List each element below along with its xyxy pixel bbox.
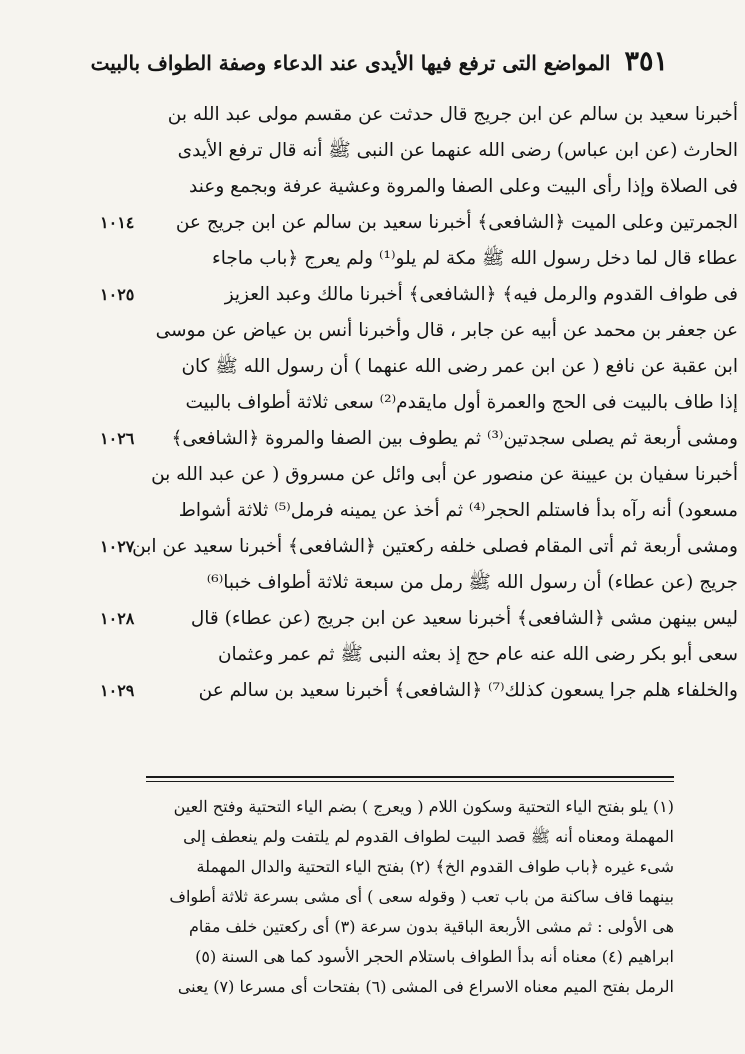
footnote-line: بينهما قاف ساكنة من باب تعب ( وقوله سعى ) أى مشى بسرعة ثلاثة أطواف	[169, 887, 674, 906]
text-line	[38, 565, 738, 601]
line-text: ومشى أربعة ثم يصلى سجدتين⁽³⁾ ثم يطوف بين الصفا والمروة ﴿الشافعى﴾	[171, 428, 738, 449]
line-text: ومشى أربعة ثم أتى المقام فصلى خلفه ركعتين ﴿الشافعى﴾ أخبرنا سعيد عن ابن	[132, 536, 738, 557]
footnote-divider	[146, 776, 674, 778]
line-text: عن جعفر بن محمد عن أبيه عن جابر ، قال وأخبرنا أنس بن عياض عن موسى	[155, 320, 738, 341]
line-text: إذا طاف بالبيت فى الحج والعمرة أول مايقدم⁽²⁾ سعى ثلاثة أطواف بالبيت	[185, 392, 738, 413]
page-number: ٣٥١	[624, 46, 668, 77]
hadith-number: ١٠٢٧	[100, 537, 135, 556]
text-line	[38, 277, 738, 313]
text-line	[38, 97, 738, 133]
text-line	[38, 385, 738, 421]
hadith-number: ١٠٢٥	[100, 285, 135, 304]
main-text	[38, 97, 738, 709]
footnote-line: الرمل بفتح الميم معناه الاسراع فى المشى (٦) بفتحات أى مسرعا (٧) يعنى	[177, 977, 674, 996]
line-text: ليس بينهن مشى ﴿الشافعى﴾ أخبرنا سعيد عن ابن جريج (عن عطاء) قال	[190, 608, 738, 629]
line-text: أخبرنا سعيد بن سالم عن ابن جريج قال حدثت عن مقسم مولى عبد الله بن	[167, 104, 738, 125]
text-line	[38, 421, 738, 457]
text-line	[38, 493, 738, 529]
text-line	[38, 205, 738, 241]
text-line	[38, 673, 738, 709]
text-line	[38, 169, 738, 205]
footnotes	[146, 792, 674, 1002]
text-line	[38, 529, 738, 565]
hadith-number: ١٠١٤	[100, 213, 135, 232]
page-header	[90, 46, 668, 77]
hadith-number: ١٠٢٨	[100, 609, 135, 628]
text-line	[38, 349, 738, 385]
line-text: ابن عقبة عن نافع ( عن ابن عمر رضى الله عنهما ) أن رسول الله ﷺ كان	[181, 356, 738, 377]
footnote-line: شىء غيره ﴿باب طواف القدوم الخ﴾ (٢) بفتح الياء التحتية والدال المهملة	[196, 857, 674, 876]
line-text: الحارث (عن ابن عباس) رضى الله عنهما عن النبى ﷺ أنه قال ترفع الأيدى	[177, 140, 738, 161]
line-text: فى طواف القدوم والرمل فيه﴾ ﴿الشافعى﴾ أخبرنا مالك وعبد العزيز	[224, 284, 738, 305]
footnote-line: (١) يلو بفتح الياء التحتية وسكون اللام ( ويعرج ) بضم الياء التحتية وفتح العين	[173, 797, 674, 816]
text-line	[38, 241, 738, 277]
line-text: سعى أبو بكر رضى الله عنه عام حج إذ بعثه النبى ﷺ ثم عمر وعثمان	[217, 644, 738, 665]
line-text: جريج (عن عطاء) أن رسول الله ﷺ رمل من سبعة ثلاثة أطواف خببا⁽⁶⁾	[206, 572, 738, 593]
line-text: والخلفاء هلم جرا يسعون كذلك⁽⁷⁾ ﴿الشافعى﴾ أخبرنا سعيد بن سالم عن	[198, 680, 738, 701]
hadith-number: ١٠٢٩	[100, 681, 135, 700]
running-title: المواضع التى ترفع فيها الأيدى عند الدعاء وصفة الطواف بالبيت	[90, 51, 611, 75]
text-line	[38, 601, 738, 637]
footnote-line: ابراهيم (٤) معناه أنه بدأ الطواف باستلام الحجر الأسود كما هى السنة (٥)	[195, 947, 674, 966]
footnote-line: المهملة ومعناه أنه ﷺ قصد البيت لطواف القدوم لم يلتفت ولم ينعطف إلى	[183, 827, 674, 846]
footnote-divider-thin	[146, 781, 674, 782]
line-text: أخبرنا سفيان بن عيينة عن منصور عن أبى وائل عن مسروق ( عن عبد الله بن	[151, 464, 738, 485]
line-text: الجمرتين وعلى الميت ﴿الشافعى﴾ أخبرنا سعيد بن سالم عن ابن جريج عن	[175, 212, 738, 233]
line-text: فى الصلاة وإذا رأى البيت وعلى الصفا والمروة وعشية عرفة وبجمع وعند	[188, 176, 738, 197]
text-line	[38, 637, 738, 673]
footnote-line: هى الأولى : ثم مشى الأربعة الباقية بدون سرعة (٣) أى ركعتين خلف مقام	[188, 917, 674, 936]
text-line	[38, 313, 738, 349]
hadith-number: ١٠٢٦	[100, 429, 135, 448]
text-line	[38, 133, 738, 169]
line-text: مسعود) أنه رآه بدأ فاستلم الحجر⁽⁴⁾ ثم أخذ عن يمينه فرمل⁽⁵⁾ ثلاثة أشواط	[178, 500, 738, 521]
line-text: عطاء قال لما دخل رسول الله ﷺ مكة لم يلو⁽¹⁾ ولم يعرج ﴿باب ماجاء	[212, 248, 738, 269]
text-line	[38, 457, 738, 493]
